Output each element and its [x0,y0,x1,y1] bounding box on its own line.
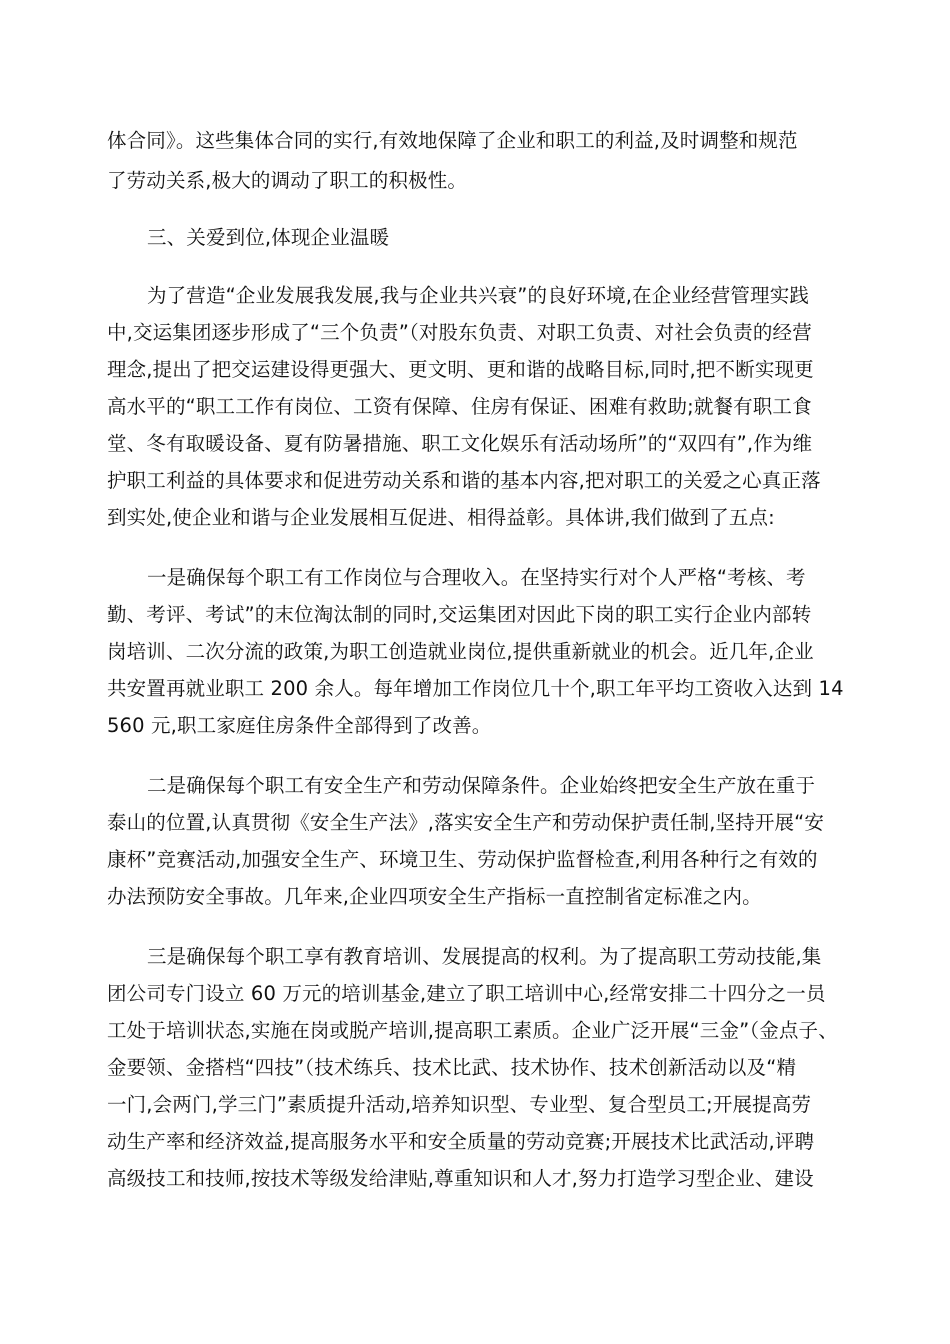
text-line: 动生产率和经济效益,提高服务水平和安全质量的劳动竞赛;开展技术比武活动,评聘 [107,1130,815,1153]
text-line: 到实处,使企业和谐与企业发展相互促进、相得益彰。具体讲,我们做到了五点: [107,506,775,529]
text-line: 二是确保每个职工有安全生产和劳动保障条件。企业始终把安全生产放在重于 [147,774,816,797]
text-line: 团公司专门设立 60 万元的培训基金,建立了职工培训中心,经常安排二十四分之一员 [107,982,826,1005]
text-line: 勤、考评、考试”的末位淘汰制的同时,交运集团对因此下岗的职工实行企业内部转 [107,603,812,626]
text-line: 三是确保每个职工享有教育培训、发展提高的权利。为了提高职工劳动技能,集 [147,945,822,968]
text-line: 工处于培训状态,实施在岗或脱产培训,提高职工素质。企业广泛开展“三金”（金点子、 [107,1019,838,1042]
text-line: 办法预防安全事故。几年来,企业四项安全生产指标一直控制省定标准之内。 [107,885,762,908]
text-line: 堂、冬有取暖设备、夏有防暑措施、职工文化娱乐有活动场所”的“双四有”,作为维 [107,432,813,455]
text-line: 泰山的位置,认真贯彻《安全生产法》,落实安全生产和劳动保护责任制,坚持开展“安 [107,811,825,834]
text-line: 护职工利益的具体要求和促进劳动关系和谐的基本内容,把对职工的关爱之心真正落 [107,469,821,492]
text-line: 岗培训、二次分流的政策,为职工创造就业岗位,提供重新就业的机会。近几年,企业 [107,640,814,663]
text-line: 中,交运集团逐步形成了“三个负责”（对股东负责、对职工负责、对社会负责的经营 [107,321,812,344]
text-line: 一是确保每个职工有工作岗位与合理收入。在坚持实行对个人严格“考核、考 [147,566,806,589]
text-line: 一门,会两门,学三门”素质提升活动,培养知识型、专业型、复合型员工;开展提高劳 [107,1093,812,1116]
text-line: 560 元,职工家庭住房条件全部得到了改善。 [107,714,492,737]
text-line: 了劳动关系,极大的调动了职工的积极性。 [107,169,468,192]
text-line: 金要领、金搭档“四技”（技术练兵、技术比武、技术协作、技术创新活动以及“精 [107,1056,797,1079]
text-line: 高水平的“职工工作有岗位、工资有保障、住房有保证、困难有救助;就餐有职工食 [107,395,812,418]
section-heading: 三、关爱到位,体现企业温暖 [147,226,390,249]
text-line: 体合同》。这些集体合同的实行,有效地保障了企业和职工的利益,及时调整和规范 [107,129,798,152]
text-line: 共安置再就业职工 200 余人。每年增加工作岗位几十个,职工年平均工资收入达到 14 [107,677,844,700]
text-line: 为了营造“企业发展我发展,我与企业共兴衰”的良好环境,在企业经营管理实践 [147,284,810,307]
text-line: 康杯”竞赛活动,加强安全生产、环境卫生、劳动保护监督检查,利用各种行之有效的 [107,848,818,871]
text-line: 高级技工和技师,按技术等级发给津贴,尊重知识和人才,努力打造学习型企业、建设 [107,1167,814,1190]
text-line: 理念,提出了把交运建设得更强大、更文明、更和谐的战略目标,同时,把不断实现更 [107,358,814,381]
